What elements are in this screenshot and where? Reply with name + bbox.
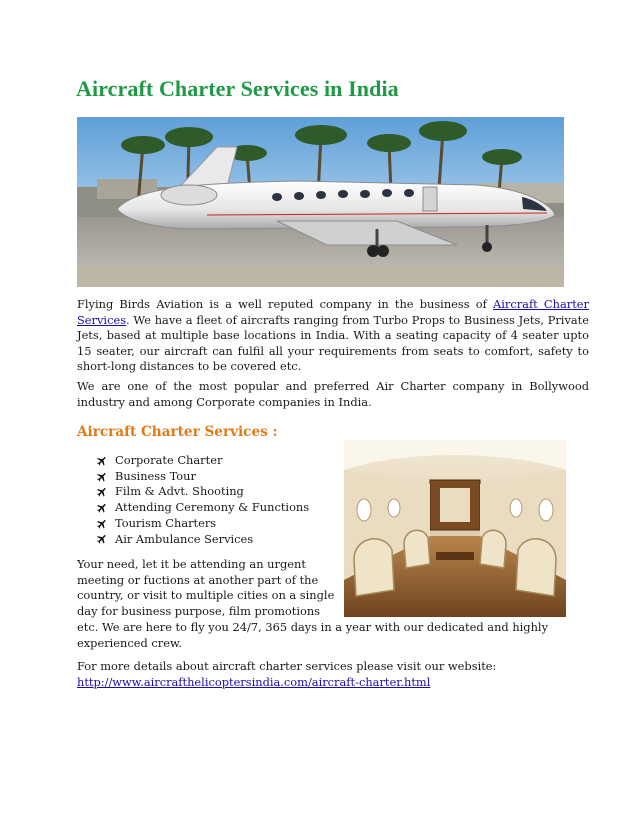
jet-cabin-photo	[344, 440, 566, 617]
intro-text-1: Flying Birds Aviation is a well reputed company in the business of	[77, 297, 494, 311]
need-paragraph-left: Your need, let it be attending an urgent meeting or fuctions at another part of the country, or visit to multiple cities on a single day for business purpose, film promotions	[77, 557, 335, 618]
contact-paragraph	[77, 659, 589, 690]
service-label: Corporate Charter	[115, 453, 223, 467]
intro-text-2: . We have a fleet of aircrafts ranging from Turbo Props to Business Jets, Private Jets, based at multiple base locations in India. With a seating capacity of 4 seater upto 15 seater, our aircraft can fulfil all your requirements from seats to comfort, safety to short-long distances to be covered etc.	[77, 312, 589, 374]
service-label: Business Tour	[115, 468, 196, 483]
airplane-icon	[96, 533, 108, 545]
list-item	[96, 453, 309, 469]
page-title: Aircraft Charter Services in India	[76, 76, 399, 101]
aircraft-charter-link[interactable]: Aircraft Charter Services	[77, 297, 589, 327]
airplane-icon	[96, 502, 108, 514]
contact-text: For more details about aircraft charter services please visit our website:	[77, 659, 497, 673]
intro-paragraph	[77, 297, 589, 375]
airplane-icon	[96, 486, 108, 498]
airplane-icon	[96, 455, 108, 467]
service-label: Attending Ceremony & Functions	[115, 500, 310, 515]
services-list	[96, 453, 309, 547]
service-label: Air Ambulance Services	[115, 531, 254, 546]
services-heading: Aircraft Charter Services :	[77, 424, 278, 440]
need-paragraph-continued: etc. We are here to fly you 24/7, 365 days in a year with our dedicated and highly experienced crew.	[77, 620, 549, 650]
bollywood-paragraph: We are one of the most popular and preferred Air Charter company in Bollywood industry and among Corporate companies in India.	[77, 379, 589, 409]
website-link[interactable]: http://www.aircrafthelicoptersindia.com/aircraft-charter.html	[77, 674, 431, 689]
service-label: Film & Advt. Shooting	[115, 484, 244, 499]
airplane-icon	[96, 518, 108, 530]
airplane-icon	[96, 471, 108, 483]
list-item	[96, 484, 309, 500]
list-item	[96, 469, 309, 485]
list-item	[96, 500, 309, 516]
list-item	[96, 516, 309, 532]
service-label: Tourism Charters	[115, 515, 217, 530]
list-item	[96, 532, 309, 548]
hero-jet-photo	[77, 117, 564, 287]
